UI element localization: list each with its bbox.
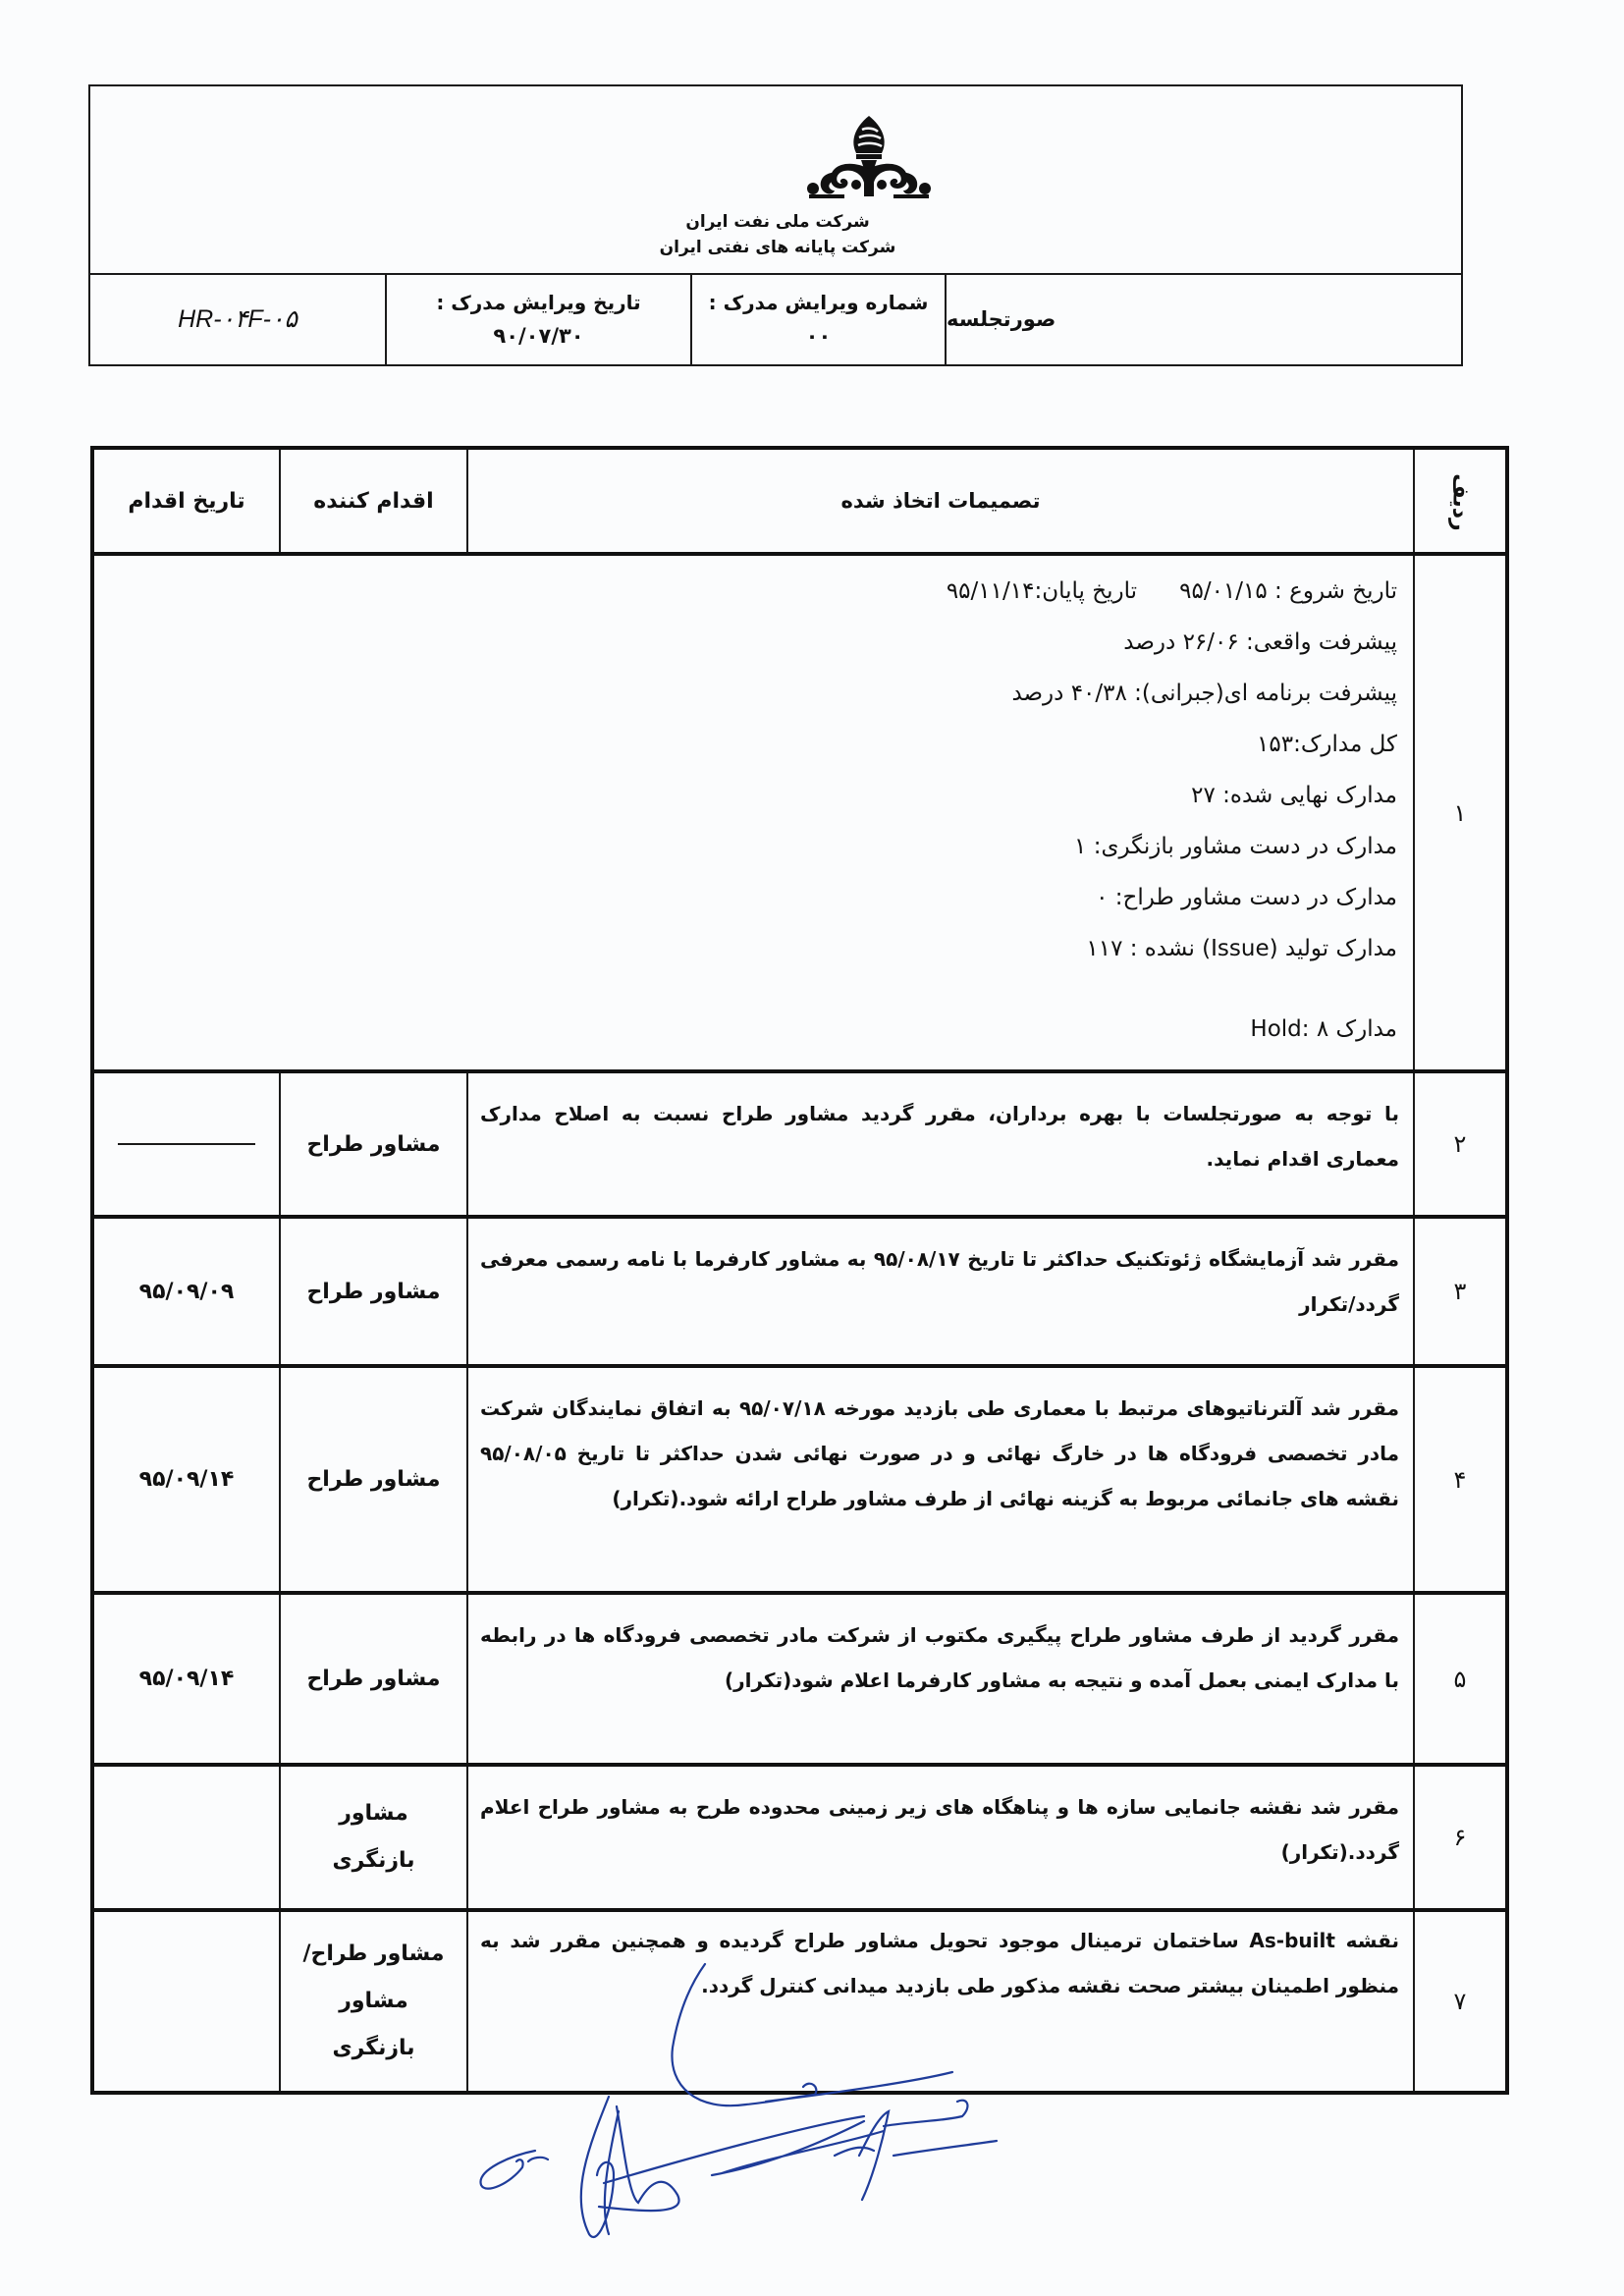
row-number: ۶	[1414, 1765, 1507, 1910]
nioc-flame-logo-icon	[805, 114, 933, 198]
revision-date-value: ۹۰/۰۷/۳۰	[493, 324, 584, 348]
signature-5	[835, 2101, 997, 2200]
action-date	[92, 1910, 280, 2093]
action-by: مشاور طراح	[280, 1071, 467, 1217]
empty-date-dash	[118, 1143, 255, 1145]
table-header-row	[92, 448, 1507, 554]
action-by: مشاور بازنگری	[280, 1765, 467, 1910]
action-by: مشاور طراح	[280, 1217, 467, 1366]
row-number: ۳	[1414, 1217, 1507, 1366]
action-by: مشاور طراح	[280, 1593, 467, 1765]
summary-line: مدارک نهایی شده: ۲۷	[1191, 783, 1397, 808]
progress-summary	[92, 554, 1414, 1071]
summary-line: مدارک در دست مشاور بازنگری: ۱	[1074, 834, 1397, 859]
decisions-table	[90, 446, 1509, 2105]
row-number: ۵	[1414, 1593, 1507, 1765]
project-dates	[106, 566, 1397, 617]
revision-number-label: شماره ویرایش مدرک :	[708, 291, 929, 314]
document-header	[88, 84, 1463, 366]
signature-1	[481, 2151, 548, 2189]
hold-documents-line: مدارک Hold: ۸	[1250, 1016, 1397, 1042]
decision-text: مقرر گردید از طرف مشاور طراح پیگیری مکتوب از شرکت مادر تخصصی فرودگاه ها در رابطه با مدارک ایمنی بعمل آمده و نتیجه به مشاور کارفرما اعلام شود(تکرار)	[467, 1593, 1414, 1765]
start-date: تاریخ شروع : ۹۵/۰۱/۱۵	[1179, 578, 1397, 604]
column-header-decisions: تصمیمات اتخاذ شده	[467, 448, 1414, 554]
handwritten-signatures	[452, 1949, 1257, 2273]
sub-organization-name: شرکت پایانه های نفتی ایران	[659, 238, 896, 257]
action-date	[92, 1765, 280, 1910]
action-date: ۹۵/۰۹/۰۹	[92, 1217, 280, 1366]
table-row	[92, 554, 1507, 1071]
end-date: تاریخ پایان:۹۵/۱۱/۱۴	[946, 578, 1137, 604]
decision-text: مقرر شد آلترناتیوهای مرتبط با معماری طی بازدید مورخه ۹۵/۰۷/۱۸ به اتفاق نمایندگان شرکت مادر تخصصی فرودگاه ها در خارگ نهائی و در صورت نهائی شدن حداکثر تا تاریخ ۹۵/۰۸/۰۵ نقشه های جانمائی مربوط به گزینه نهائی از طرف مشاور طراح ارائه شود.(تکرار)	[467, 1366, 1414, 1593]
form-code: HR-۰۴F-۰۵	[90, 273, 387, 364]
revision-date-cell	[387, 273, 692, 364]
summary-line: پیشرفت برنامه ای(جبرانی): ۴۰/۳۸ درصد	[1011, 681, 1397, 706]
table-row	[92, 1765, 1507, 1910]
summary-line: مدارک تولید (Issue) نشده : ۱۱۷	[1086, 936, 1397, 961]
document-title: صورتجلسه	[947, 306, 1056, 331]
decision-text: مقرر شد نقشه جانمایی سازه ها و پناهگاه های زیر زمینی محدوده طرح به مشاور طراح اعلام گردد.(تکرار)	[467, 1765, 1414, 1910]
row-number: ۱	[1414, 554, 1507, 1071]
row-number: ۴	[1414, 1366, 1507, 1593]
row-number: ۷	[1414, 1910, 1507, 2093]
summary-line: پیشرفت واقعی: ۲۶/۰۶ درصد	[1123, 629, 1397, 655]
action-by: مشاور طراح/ مشاور بازنگری	[280, 1910, 467, 2093]
revision-number-value: ۰۰	[805, 324, 832, 348]
row-number: ۲	[1414, 1071, 1507, 1217]
revision-number-cell	[692, 273, 947, 364]
organization-name: شرکت ملی نفت ایران	[685, 212, 870, 232]
decision-text: نقشه As-built ساختمان ترمینال موجود تحویل مشاور طراح گردیده و همچنین مقرر شد به منظور اطمینان بیشتر صحت نقشه مذکور طی بازدید میدانی کنترل گردد.	[467, 1910, 1414, 2093]
header-logo-area	[90, 86, 1461, 275]
table-row	[92, 1593, 1507, 1765]
column-header-action-by: اقدام کننده	[280, 448, 467, 554]
decision-text: با توجه به صورتجلسات با بهره برداران، مقرر گردید مشاور طراح نسبت به اصلاح مدارک معماری اقدام نماید.	[467, 1071, 1414, 1217]
action-date: ۹۵/۰۹/۱۴	[92, 1366, 280, 1593]
revision-date-label: تاریخ ویرایش مدرک :	[436, 291, 641, 314]
summary-line: کل مدارک:۱۵۳	[1257, 732, 1397, 757]
table-row	[92, 1366, 1507, 1593]
column-header-action-date: تاریخ اقدام	[92, 448, 280, 554]
action-date-cell	[92, 1071, 280, 1217]
table-row	[92, 1217, 1507, 1366]
table-row	[92, 1071, 1507, 1217]
summary-line: مدارک در دست مشاور طراح: ۰	[1096, 885, 1397, 910]
signature-2	[581, 2097, 864, 2237]
action-by: مشاور طراح	[280, 1366, 467, 1593]
column-header-row-number: ردیف	[1414, 448, 1507, 554]
action-date: ۹۵/۰۹/۱۴	[92, 1593, 280, 1765]
decision-text: مقرر شد آزمایشگاه ژئوتکنیک حداکثر تا تاریخ ۹۵/۰۸/۱۷ به مشاور کارفرما با نامه رسمی معرفی گردد/تکرار	[467, 1217, 1414, 1366]
header-info-row	[90, 273, 1461, 364]
signature-4	[672, 1964, 952, 2105]
